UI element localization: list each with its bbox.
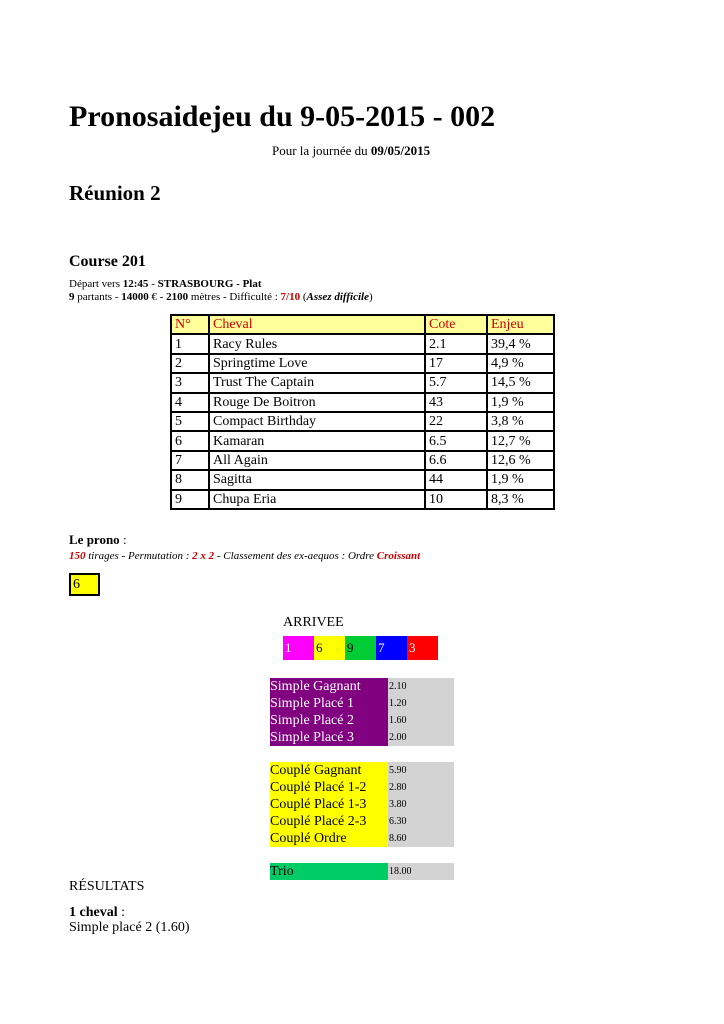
arrivee-title: ARRIVEE xyxy=(283,615,344,630)
table-cell: 5 xyxy=(171,412,209,431)
table-row xyxy=(171,451,554,470)
resultat-line: Simple placé 2 (1.60) xyxy=(69,920,190,935)
table-cell: All Again xyxy=(209,451,425,470)
table-cell: 6.5 xyxy=(425,431,487,450)
table-cell: Compact Birthday xyxy=(209,412,425,431)
table-cell: 9 xyxy=(171,490,209,509)
table-cell: 5.7 xyxy=(425,373,487,392)
bet-row xyxy=(270,830,454,847)
course-heading: Course 201 xyxy=(69,253,146,270)
prono-label xyxy=(69,532,127,548)
table-cell: 2 xyxy=(171,354,209,373)
bet-value: 2.10 xyxy=(388,678,454,695)
difficulte-label: Difficulté : xyxy=(229,291,278,303)
bet-row xyxy=(270,813,454,830)
distance-label: mètres xyxy=(190,291,221,303)
header-cell: Cote xyxy=(425,315,487,334)
partants-label: partants xyxy=(77,291,113,303)
table-row xyxy=(171,373,554,392)
prono-selection: 6 xyxy=(69,573,100,596)
table-cell: 14,5 % xyxy=(487,373,554,392)
bet-row xyxy=(270,695,454,712)
prono-detail xyxy=(69,550,420,562)
bet-label: Couplé Placé 1-2 xyxy=(270,779,388,796)
runners-table xyxy=(170,314,555,510)
table-cell: 3 xyxy=(171,373,209,392)
resultats-title: RÉSULTATS xyxy=(69,879,145,894)
difficulte-text: Assez difficile xyxy=(306,291,369,303)
bet-row xyxy=(270,863,454,880)
bet-row xyxy=(270,762,454,779)
partants-line: 9 partants - 14000 € - 2100 mètres - Difficulté : 7/10 (Assez difficile) xyxy=(69,291,373,303)
separator: - xyxy=(151,278,155,290)
difficulte-value: 7/10 xyxy=(280,291,301,303)
prono-colon: : xyxy=(122,532,127,547)
table-cell: 12,7 % xyxy=(487,431,554,450)
tirages-label: tirages - Permutation : xyxy=(88,550,190,562)
bet-row xyxy=(270,729,454,746)
header-cell: Enjeu xyxy=(487,315,554,334)
bet-label: Simple Gagnant xyxy=(270,678,388,695)
table-cell: 3,8 % xyxy=(487,412,554,431)
reunion-heading: Réunion 2 xyxy=(69,181,161,205)
bet-label: Trio xyxy=(270,863,388,880)
table-cell: Rouge De Boitron xyxy=(209,393,425,412)
bet-label: Simple Placé 1 xyxy=(270,695,388,712)
arrivee-row xyxy=(283,636,438,660)
table-cell: 22 xyxy=(425,412,487,431)
table-cell: 43 xyxy=(425,393,487,412)
bet-value: 5.90 xyxy=(388,762,454,779)
table-cell: Chupa Eria xyxy=(209,490,425,509)
subtitle-prefix: Pour la journée du xyxy=(272,143,368,158)
separator: - xyxy=(236,278,240,290)
table-cell: 4 xyxy=(171,393,209,412)
subtitle-date: 09/05/2015 xyxy=(370,143,431,158)
bet-row xyxy=(270,779,454,796)
table-cell: 2.1 xyxy=(425,334,487,353)
table-cell: 1,9 % xyxy=(487,393,554,412)
arrivee-cell: 3 xyxy=(407,636,438,660)
table-cell: 10 xyxy=(425,490,487,509)
table-cell: Racy Rules xyxy=(209,334,425,353)
bet-label: Couplé Gagnant xyxy=(270,762,388,779)
bet-row xyxy=(270,712,454,729)
separator: - xyxy=(159,291,164,303)
table-row xyxy=(171,470,554,489)
bet-label: Simple Placé 2 xyxy=(270,712,388,729)
table-cell: 39,4 % xyxy=(487,334,554,353)
partants-count: 9 xyxy=(69,291,75,303)
cheval-colon: : xyxy=(121,905,125,920)
separator: - xyxy=(223,291,227,303)
classement-label: - Classement des ex-aequos : Ordre xyxy=(216,550,375,562)
bet-value: 18.00 xyxy=(388,863,454,880)
permutation-value: 2 x 2 xyxy=(192,550,215,562)
table-cell: Springtime Love xyxy=(209,354,425,373)
bet-value: 2.80 xyxy=(388,779,454,796)
table-cell: 7 xyxy=(171,451,209,470)
bet-row xyxy=(270,678,454,695)
arrivee-cell: 6 xyxy=(314,636,345,660)
table-cell: 4,9 % xyxy=(487,354,554,373)
table-cell: 6.6 xyxy=(425,451,487,470)
bet-value: 3.80 xyxy=(388,796,454,813)
table-cell: 8 xyxy=(171,470,209,489)
prono-label-text: Le prono xyxy=(69,532,120,547)
allocation: 14000 xyxy=(121,291,149,303)
race-type: Plat xyxy=(242,278,262,290)
table-row xyxy=(171,412,554,431)
table-row xyxy=(171,334,554,353)
bet-label: Simple Placé 3 xyxy=(270,729,388,746)
table-cell: 1 xyxy=(171,334,209,353)
ordre-value: Croissant xyxy=(376,550,421,562)
table-cell: 12,6 % xyxy=(487,451,554,470)
table-row xyxy=(171,354,554,373)
table-row xyxy=(171,490,554,509)
table-cell: 6 xyxy=(171,431,209,450)
arrivee-cell: 9 xyxy=(345,636,376,660)
trio-bet xyxy=(270,863,454,880)
header-cell: Cheval xyxy=(209,315,425,334)
depart-prefix: Départ vers xyxy=(69,278,121,290)
location: STRASBOURG xyxy=(157,278,234,290)
distance: 2100 xyxy=(166,291,189,303)
couple-bets xyxy=(270,762,454,847)
depart-line xyxy=(69,278,262,290)
bet-label: Couplé Placé 1-3 xyxy=(270,796,388,813)
table-cell: Kamaran xyxy=(209,431,425,450)
bet-value: 2.00 xyxy=(388,729,454,746)
arrivee-cell: 1 xyxy=(283,636,314,660)
tirages-count: 150 xyxy=(69,550,86,562)
page-title: Pronosaidejeu du 9-05-2015 - 002 xyxy=(69,100,496,133)
table-cell: 44 xyxy=(425,470,487,489)
table-cell: 8,3 % xyxy=(487,490,554,509)
table-cell: Trust The Captain xyxy=(209,373,425,392)
subtitle xyxy=(272,143,430,159)
simple-bets xyxy=(270,678,454,746)
cheval-label-text: 1 cheval xyxy=(69,905,118,920)
bet-value: 1.20 xyxy=(388,695,454,712)
table-header-row xyxy=(171,315,554,334)
bet-label: Couplé Ordre xyxy=(270,830,388,847)
bet-label: Couplé Placé 2-3 xyxy=(270,813,388,830)
currency: € xyxy=(151,291,157,303)
table-row xyxy=(171,393,554,412)
table-cell: 17 xyxy=(425,354,487,373)
separator: - xyxy=(114,291,119,303)
table-cell: Sagitta xyxy=(209,470,425,489)
header-cell: N° xyxy=(171,315,209,334)
bet-value: 1.60 xyxy=(388,712,454,729)
bet-value: 6.30 xyxy=(388,813,454,830)
table-cell: 1,9 % xyxy=(487,470,554,489)
table-row xyxy=(171,431,554,450)
bet-value: 8.60 xyxy=(388,830,454,847)
cheval-label xyxy=(69,905,125,921)
depart-time: 12:45 xyxy=(122,278,149,290)
arrivee-cell: 7 xyxy=(376,636,407,660)
bet-row xyxy=(270,796,454,813)
